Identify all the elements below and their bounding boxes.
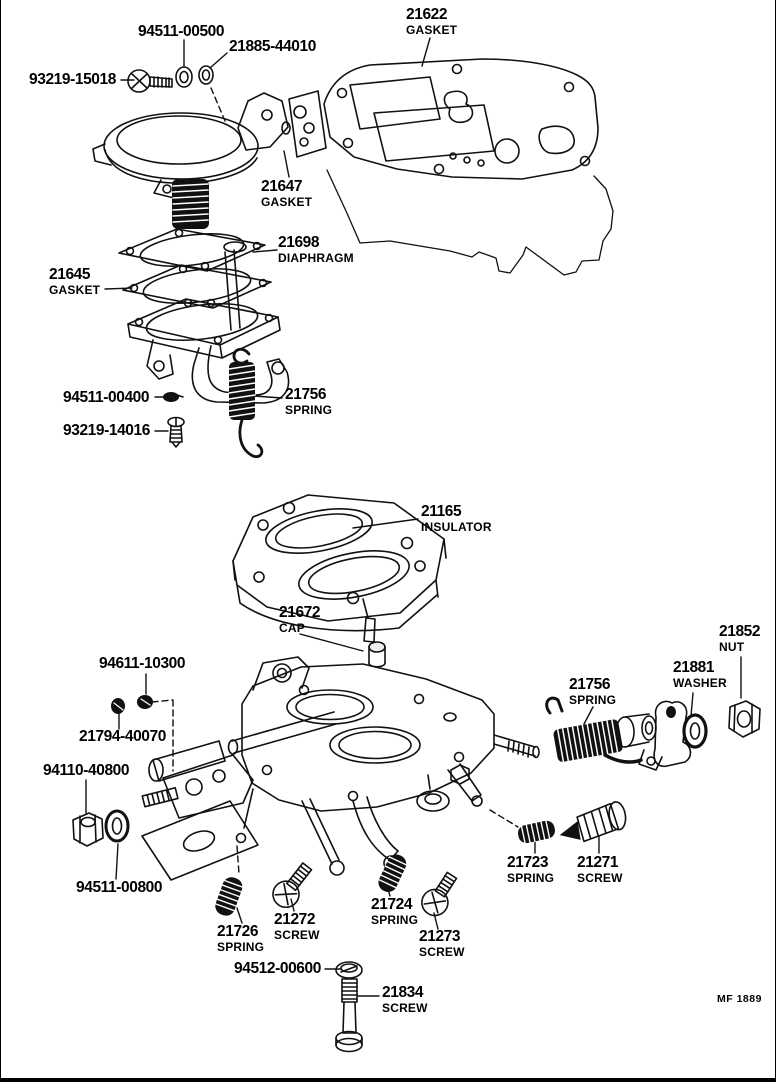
spring-21723-drawing bbox=[517, 819, 557, 844]
nut-21852-drawing bbox=[729, 701, 760, 737]
spring-21726-drawing bbox=[213, 875, 245, 918]
part-label-94511-00800: 94511-00800 bbox=[76, 879, 163, 896]
part-label-21756-top: 21756 SPRING bbox=[285, 386, 333, 417]
throttle-lever-assembly-drawing bbox=[547, 698, 691, 770]
part-label-21273: 21273 SCREW bbox=[419, 928, 465, 959]
part-label-21271: 21271 SCREW bbox=[577, 854, 623, 885]
screw-21272-drawing bbox=[268, 859, 318, 913]
spring-21724-drawing bbox=[375, 852, 409, 895]
part-label-21698: 21698 DIAPHRAGM bbox=[278, 234, 354, 265]
part-label-21723: 21723 SPRING bbox=[507, 854, 555, 885]
cover-spring-drawing bbox=[172, 179, 209, 229]
washer-94511-00800-drawing bbox=[106, 811, 128, 841]
cap-21672-drawing bbox=[369, 642, 385, 667]
washer-94511-00500-drawing bbox=[176, 67, 192, 87]
part-label-21724: 21724 SPRING bbox=[371, 896, 419, 927]
part-label-21834: 21834 SCREW bbox=[382, 984, 428, 1015]
part-label-21165: 21165 INSULATOR bbox=[421, 503, 492, 534]
part-label-21852: 21852 NUT bbox=[719, 623, 761, 654]
gasket-21647-drawing bbox=[282, 91, 326, 157]
nut-94110-40800-drawing bbox=[73, 813, 103, 846]
part-label-94110-40800: 94110-40800 bbox=[43, 762, 130, 779]
part-label-93219-14016: 93219-14016 bbox=[63, 422, 150, 439]
part-label-21272: 21272 SCREW bbox=[274, 911, 320, 942]
part-label-21726: 21726 SPRING bbox=[217, 923, 265, 954]
screw-21273-drawing bbox=[417, 869, 463, 921]
part-label-21881: 21881 WASHER bbox=[673, 659, 727, 690]
part-label-93219-15018: 93219-15018 bbox=[29, 71, 116, 88]
part-label-21794-40070: 21794-40070 bbox=[79, 728, 166, 745]
screw-21834-drawing bbox=[336, 979, 362, 1052]
screw-93219-15018-drawing bbox=[128, 70, 172, 92]
part-label-21647: 21647 GASKET bbox=[261, 178, 313, 209]
part-label-94511-00400: 94511-00400 bbox=[63, 389, 150, 406]
part-label-94511-00500: 94511-00500 bbox=[138, 23, 225, 40]
part-label-21756-right: 21756 SPRING bbox=[569, 676, 617, 707]
washer-21885-44010-drawing bbox=[199, 66, 213, 84]
washer-21794-40070-drawing bbox=[111, 698, 125, 714]
screw-21271-drawing bbox=[556, 801, 628, 845]
insulator-21165-drawing bbox=[233, 495, 446, 642]
carburetor-body-silhouette bbox=[327, 170, 613, 275]
part-label-21645: 21645 GASKET bbox=[49, 266, 101, 297]
part-label-21622: 21622 GASKET bbox=[406, 6, 458, 37]
carburetor-body-drawing bbox=[142, 657, 539, 880]
gasket-21622-drawing bbox=[324, 59, 598, 179]
nut-94611-10300-drawing bbox=[137, 695, 153, 709]
figure-code: MF 1889 bbox=[717, 993, 762, 1005]
washer-21881-drawing bbox=[684, 715, 706, 747]
part-label-94611-10300: 94611-10300 bbox=[99, 655, 186, 672]
part-label-94512-00600: 94512-00600 bbox=[234, 960, 321, 977]
part-label-21672: 21672 CAP bbox=[279, 604, 321, 635]
washer-94512-00600-drawing bbox=[336, 962, 362, 978]
part-label-21885-44010: 21885-44010 bbox=[229, 38, 316, 55]
upper-small-parts-drawing bbox=[163, 392, 184, 447]
diaphragm-stack-drawing bbox=[119, 229, 289, 403]
